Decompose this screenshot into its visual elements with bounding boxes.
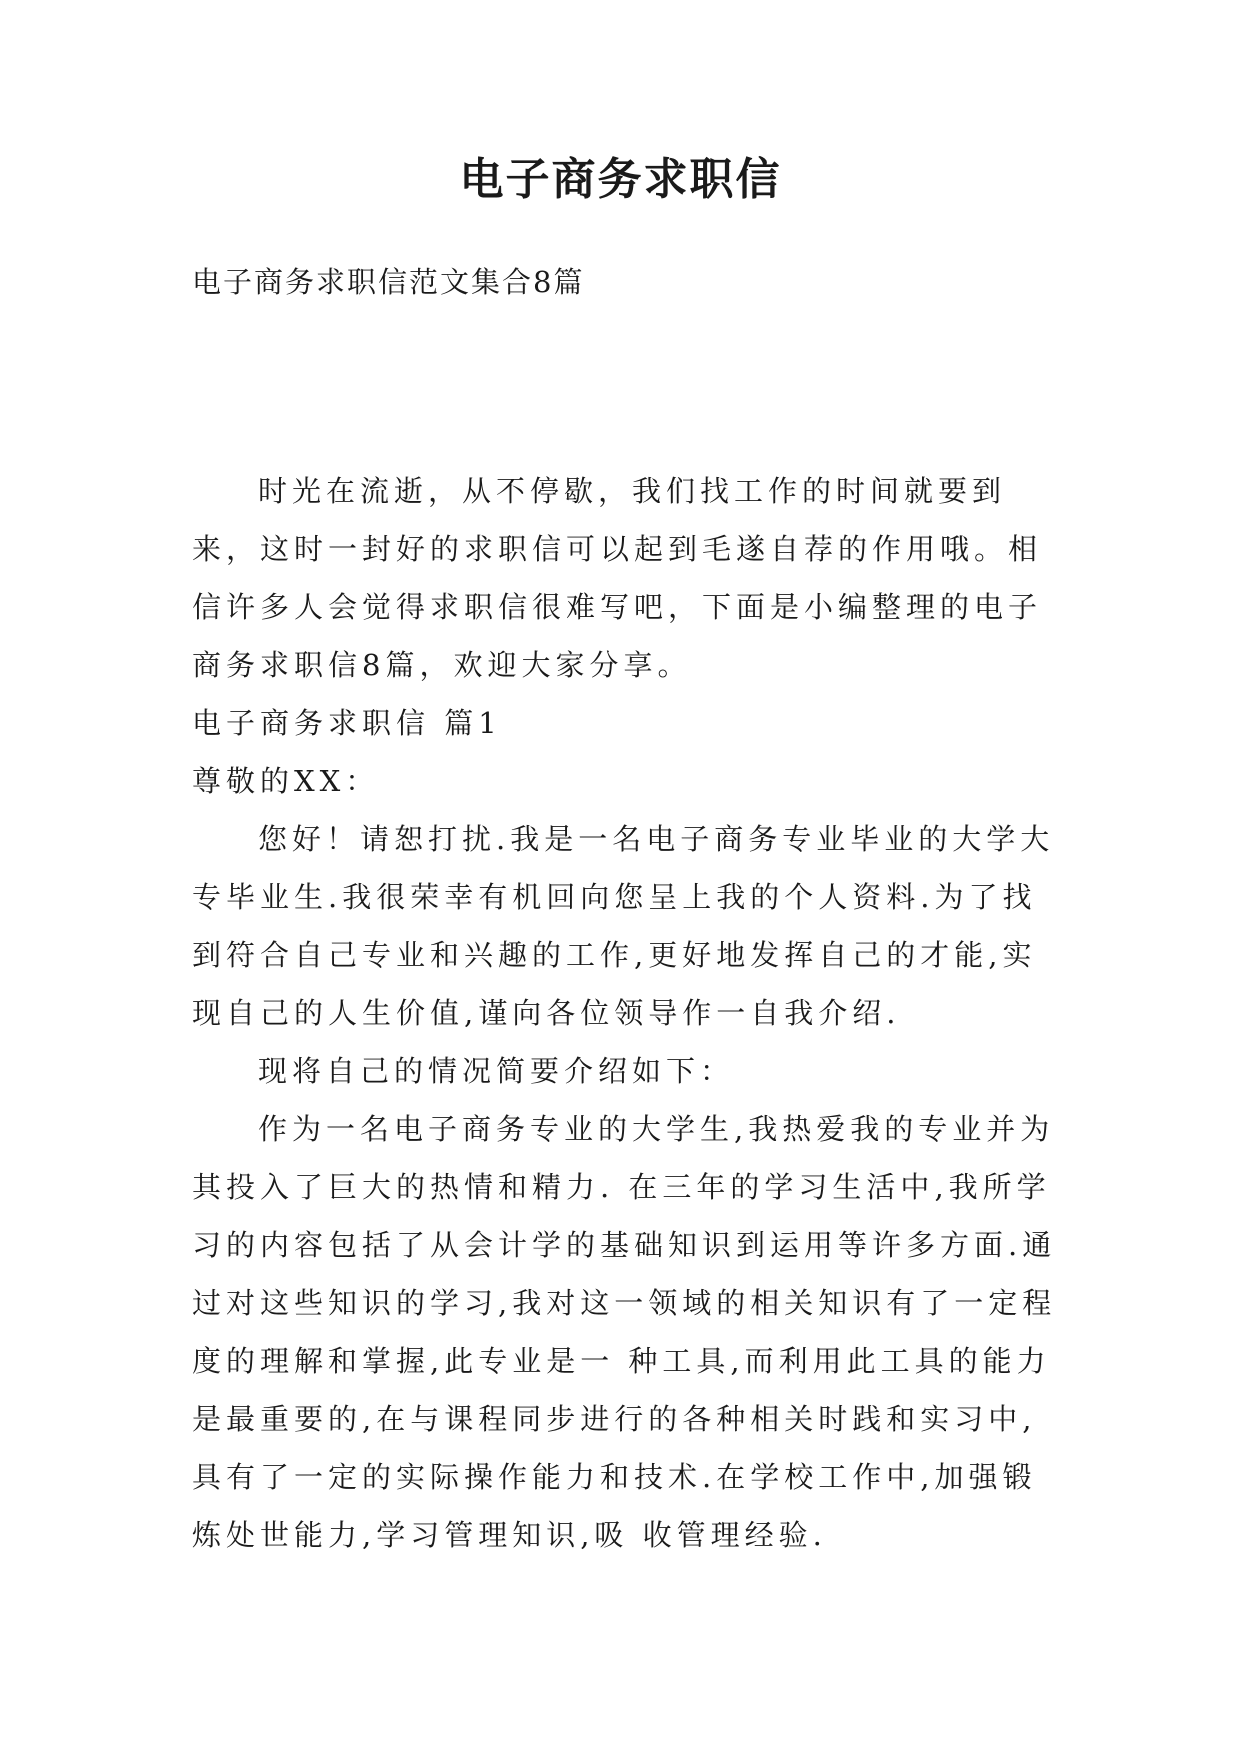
salutation: 尊敬的XX：	[192, 764, 380, 798]
document-title: 电子商务求职信	[459, 154, 782, 205]
document-subtitle: 电子商务求职信范文集合8篇	[192, 265, 585, 299]
section-heading: 电子商务求职信 篇1	[192, 706, 502, 740]
body-paragraph-3: 作为一名电子商务专业的大学生,我热爱我的专业并为其投入了巨大的热情和精力. 在三年的学习生活中,我所学习的内容包括了从会计学的基础知识到运用等许多方面.通过对这些知识的学习,我对这一领域的相关知识有了一定程度的理解和掌握,此专业是一 种工具,而利用此工具的能力是最重要的,在与课程同步进行的各种相关时践和实习中,具有了一定的实际操作能力和技术.在学校工作中,加强锻炼处世能力,学习管理知识,吸 收管理经验.	[192, 1112, 1057, 1552]
body-paragraph-2: 现将自己的情况简要介绍如下：	[258, 1054, 735, 1088]
intro-paragraph: 时光在流逝，从不停歇，我们找工作的时间就要到来，这时一封好的求职信可以起到毛遂自荐的作用哦。相信许多人会觉得求职信很难写吧，下面是小编整理的电子商务求职信8篇，欢迎大家分享。	[192, 474, 1043, 682]
document-body	[192, 462, 1062, 1564]
body-paragraph-1: 您好！请恕打扰.我是一名电子商务专业毕业的大学大专毕业生.我很荣幸有机回向您呈上我的个人资料.为了找到符合自己专业和兴趣的工作,更好地发挥自己的才能,实现自己的人生价值,谨向各位领导作一自我介绍.	[192, 822, 1055, 1030]
